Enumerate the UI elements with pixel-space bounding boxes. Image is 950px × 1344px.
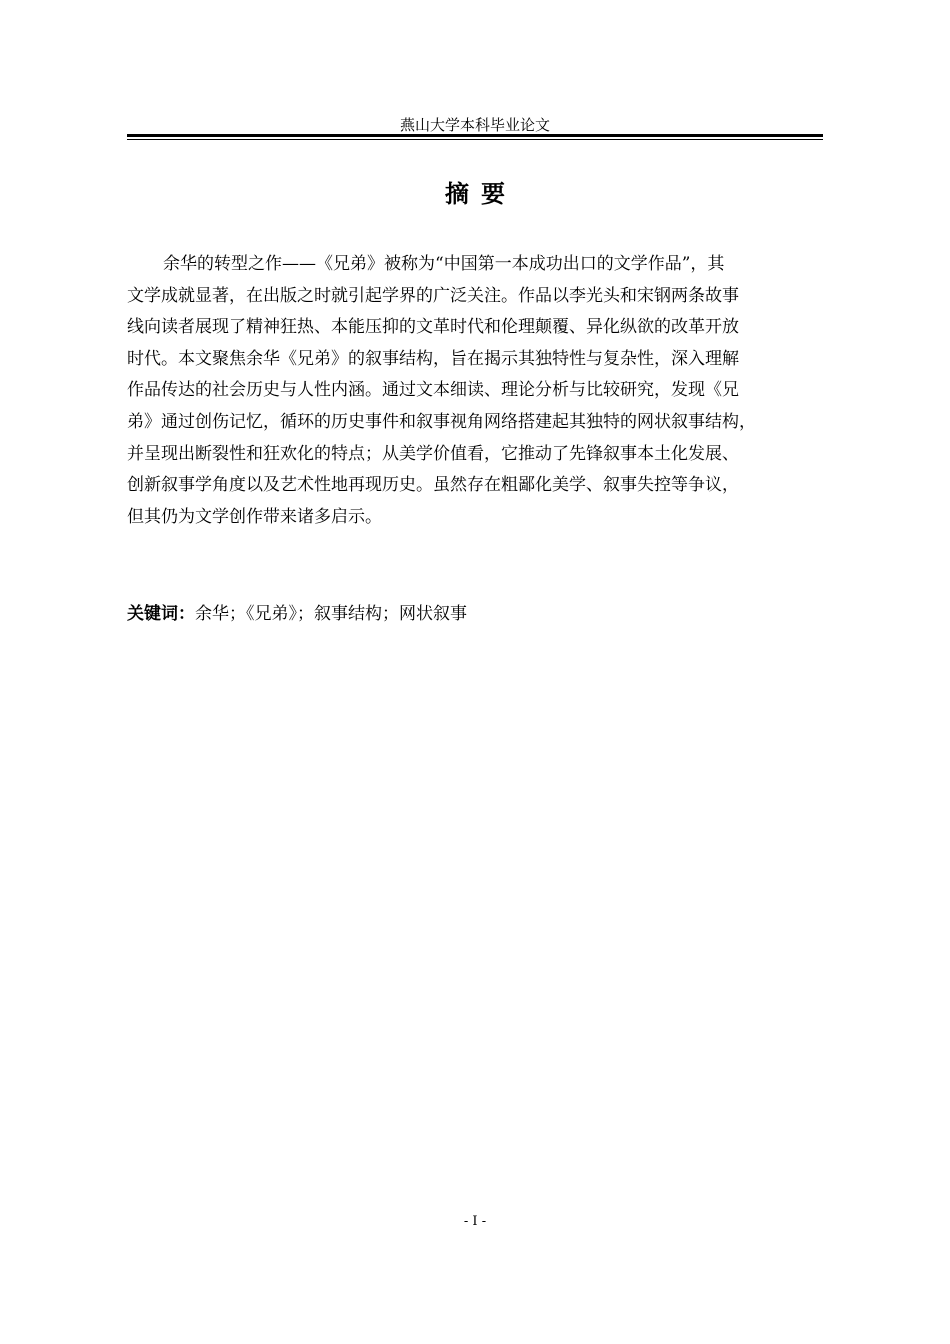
abstract-line: 但其仍为文学创作带来诸多启示。: [127, 506, 382, 527]
abstract-line: 文学成就显著，在出版之时就引起学界的广泛关注。作品以李光头和宋钢两条故事: [127, 285, 739, 306]
abstract-line: 创新叙事学角度以及艺术性地再现历史。虽然存在粗鄙化美学、叙事失控等争议，: [127, 475, 739, 496]
keywords: [127, 600, 823, 628]
abstract-line: 时代。本文聚焦余华《兄弟》的叙事结构，旨在揭示其独特性与复杂性，深入理解: [127, 348, 739, 369]
abstract-line: 弟》通过创伤记忆，循环的历史事件和叙事视角网络搭建起其独特的网状叙事结构，: [127, 411, 756, 432]
keywords-value: 余华；《兄弟》；叙事结构；网状叙事: [195, 604, 467, 624]
keywords-label: 关键词：: [127, 604, 195, 624]
abstract-line: 余华的转型之作——《兄弟》被称为“中国第一本成功出口的文学作品”，其: [163, 254, 725, 274]
abstract-line: 作品传达的社会历史与人性内涵。通过文本细读、理论分析与比较研究，发现《兄: [127, 380, 739, 401]
abstract-body: [127, 249, 823, 533]
header-rule-thin: [127, 139, 823, 140]
header-rule-thick: [127, 134, 823, 137]
running-header: 燕山大学本科毕业论文: [399, 116, 550, 134]
page-number: - I -: [463, 1214, 487, 1229]
abstract-line: 并呈现出断裂性和狂欢化的特点；从美学价值看，它推动了先锋叙事本土化发展、: [127, 443, 739, 464]
abstract-title: 摘要: [445, 180, 517, 208]
abstract-line: 线向读者展现了精神狂热、本能压抑的文革时代和伦理颠覆、异化纵欲的改革开放: [127, 317, 739, 338]
